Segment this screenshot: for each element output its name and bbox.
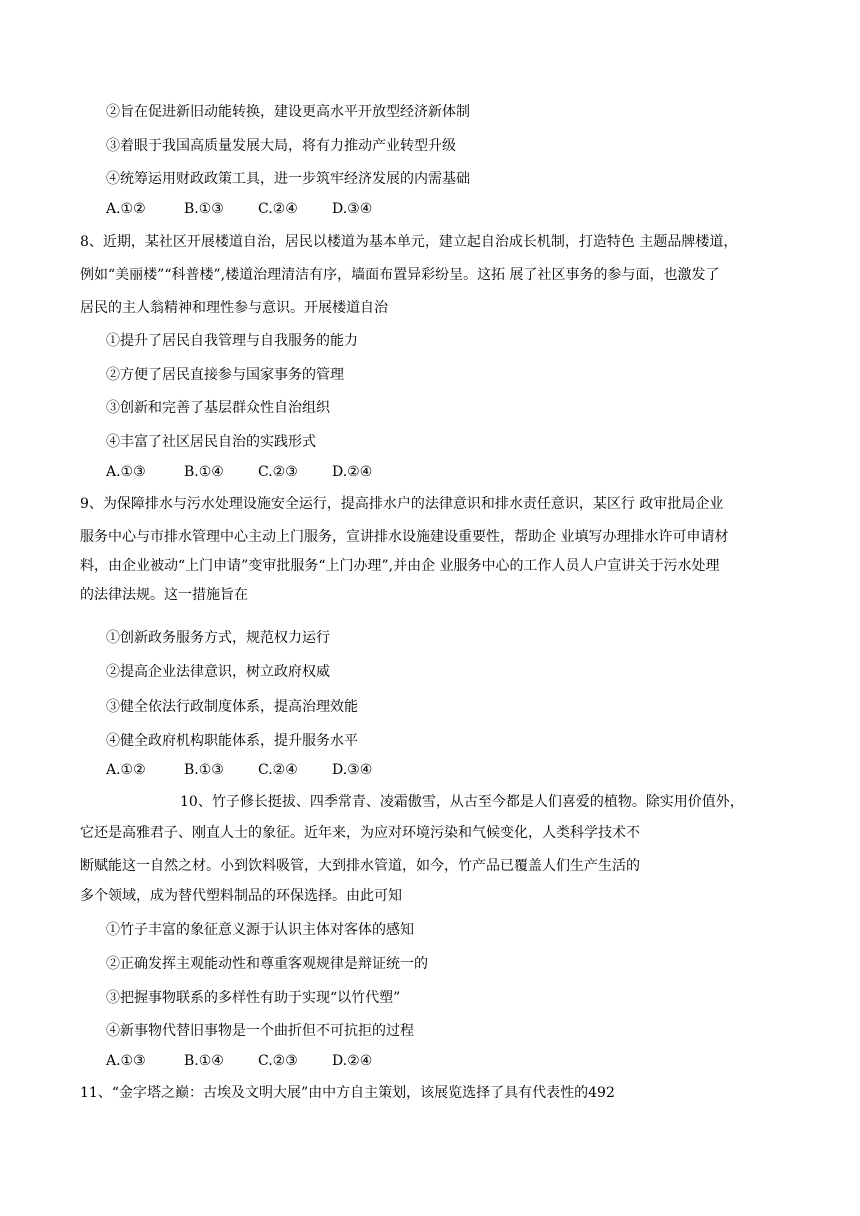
q10-stem-line-4: 多个领域，成为替代塑料制品的环保选择。由此可知	[80, 888, 402, 904]
q7-choice-b: B.①③	[184, 201, 224, 217]
q9-stem-line-2: 服务中心与市排水管理中心主动上门服务，宣讲排水设施建设重要性，帮助企 业填写办理排水许可申请材	[80, 529, 729, 545]
q10-stem-line-1: 10、竹子修长挺拔、四季常青、凌霜傲雪，从古至今都是人们喜爱的植物。除实用价值外，	[180, 794, 744, 810]
q8-stem-line-3: 居民的主人翁精神和理性参与意识。开展楼道自治	[80, 300, 388, 316]
q7-option-3: ③着眼于我国高质量发展大局，将有力推动产业转型升级	[106, 138, 456, 154]
q9-choice-a: A.①②	[106, 762, 146, 778]
q10-choices	[106, 1051, 506, 1071]
q8-option-4: ④丰富了社区居民自治的实践形式	[106, 434, 316, 450]
q7-choices	[106, 199, 506, 219]
q7-choice-d: D.③④	[332, 201, 373, 217]
q9-choices	[106, 760, 506, 780]
q10-stem-line-2: 它还是高雅君子、刚直人士的象征。近年来，为应对环境污染和气候变化，人类科学技术不	[80, 825, 640, 841]
q8-stem-line-1: 8、近期，某社区开展楼道自治，居民以楼道为基本单元，建立起自治成长机制，打造特色 主题品牌楼道，	[80, 234, 738, 250]
q7-option-4: ④统筹运用财政政策工具，进一步筑牢经济发展的内需基础	[106, 171, 470, 187]
q10-stem-line-3: 断赋能这一自然之材。小到饮料吸管，大到排水管道，如今，竹产品已覆盖人们生产生活的	[80, 858, 640, 874]
q10-option-3: ③把握事物联系的多样性有助于实现“以竹代塑”	[106, 990, 401, 1006]
q8-option-2: ②方便了居民直接参与国家事务的管理	[106, 367, 344, 383]
q10-choice-a: A.①③	[106, 1053, 146, 1069]
q7-choice-a: A.①②	[106, 201, 146, 217]
q9-choice-d: D.③④	[332, 762, 373, 778]
q10-option-4: ④新事物代替旧事物是一个曲折但不可抗拒的过程	[106, 1023, 414, 1039]
q8-choice-d: D.②④	[332, 464, 373, 480]
q10-option-2: ②正确发挥主观能动性和尊重客观规律是辩证统一的	[106, 956, 428, 972]
q9-option-2: ②提高企业法律意识，树立政府权威	[106, 664, 330, 680]
q8-choices	[106, 462, 506, 482]
q8-choice-c: C.②③	[258, 464, 298, 480]
q8-stem-line-2: 例如“美丽楼”“科普楼”,楼道治理清洁有序，墙面布置异彩纷呈。这拓 展了社区事务的参与面，也激发了	[80, 267, 720, 283]
q11-stem-line-1: 11、“金字塔之巅：古埃及文明大展”由中方自主策划，该展览选择了具有代表性的492	[80, 1085, 615, 1101]
q9-choice-c: C.②④	[258, 762, 298, 778]
q9-stem-line-4: 的法律法规。这一措施旨在	[80, 587, 248, 603]
q8-option-1: ①提升了居民自我管理与自我服务的能力	[106, 333, 358, 349]
q9-stem-line-3: 料，由企业被动“上门申请”变审批服务“上门办理”,并由企 业服务中心的工作人员人户宣讲关于污水处理	[80, 558, 720, 574]
q9-stem-line-1: 9、为保障排水与污水处理设施安全运行，提高排水户的法律意识和排水责任意识，某区行 政审批局企业	[80, 496, 724, 512]
q7-choice-c: C.②④	[258, 201, 298, 217]
q9-option-1: ①创新政务服务方式，规范权力运行	[106, 630, 330, 646]
q8-choice-a: A.①③	[106, 464, 146, 480]
q8-option-3: ③创新和完善了基层群众性自治组织	[106, 400, 330, 416]
q9-choice-b: B.①③	[184, 762, 224, 778]
q10-choice-c: C.②③	[258, 1053, 298, 1069]
q7-option-2: ②旨在促进新旧动能转换，建设更高水平开放型经济新体制	[106, 104, 470, 120]
q10-choice-d: D.②④	[332, 1053, 373, 1069]
q10-option-1: ①竹子丰富的象征意义源于认识主体对客体的感知	[106, 922, 414, 938]
q9-option-4: ④健全政府机构职能体系，提升服务水平	[106, 733, 358, 749]
q8-choice-b: B.①④	[184, 464, 224, 480]
q9-option-3: ③健全依法行政制度体系，提高治理效能	[106, 699, 358, 715]
q10-choice-b: B.①④	[184, 1053, 224, 1069]
